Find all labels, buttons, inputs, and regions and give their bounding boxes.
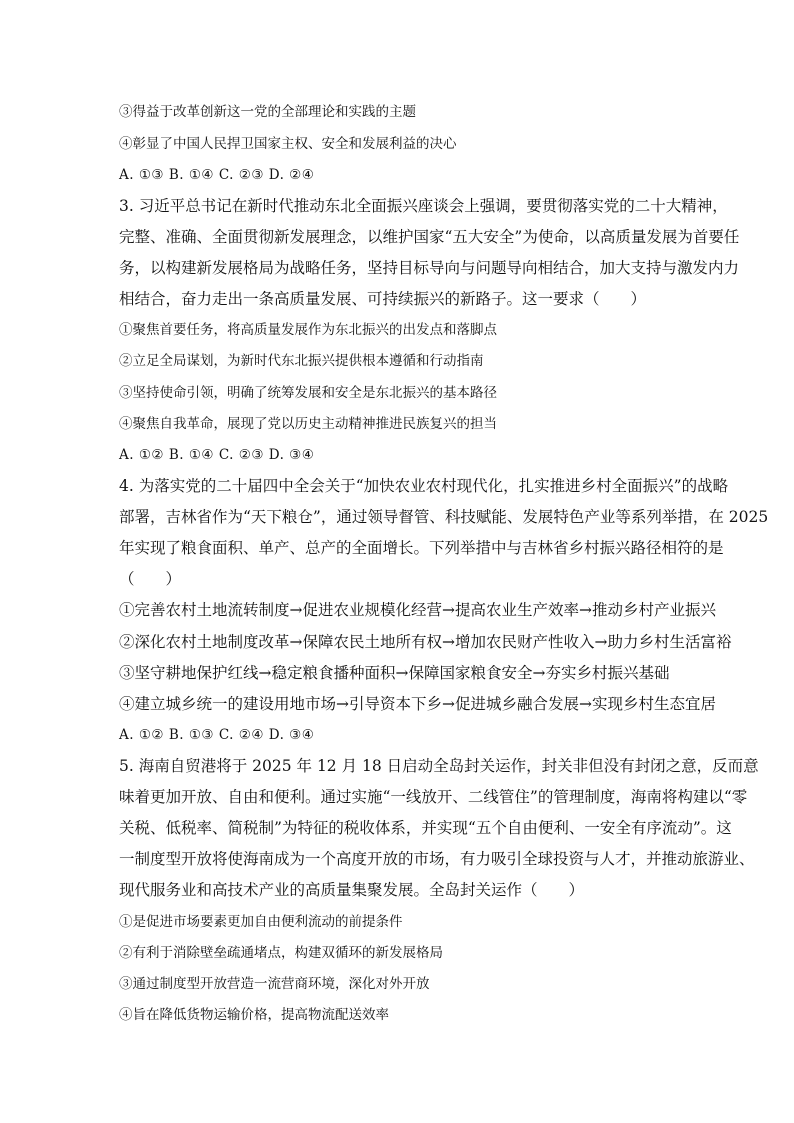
q4-option-4: ④建立城乡统一的建设用地市场→引导资本下乡→促进城乡融合发展→实现乡村生态宜居 [119,695,716,713]
q4-stem-line: 4. 为落实党的二十届四中全会关于“加快农业农村现代化，扎实推进乡村全面振兴”的战略 [119,477,729,495]
q5-stem-line: 5. 海南自贸港将于 2025 年 12 月 18 日启动全岛封关运作，封关非但没有封闭之意，反而意 [119,757,759,775]
q3-option-4: ④聚焦自我革命，展现了党以历史主动精神推进民族复兴的担当 [119,416,497,432]
q3-option-1: ①聚焦首要任务，将高质量发展作为东北振兴的出发点和落脚点 [119,322,497,338]
q5-option-2: ②有利于消除壁垒疏通堵点，构建双循环的新发展格局 [119,945,443,961]
q5-option-1: ①是促进市场要素更加自由便利流动的前提条件 [119,914,403,930]
q5-option-4: ④旨在降低货物运输价格，提高物流配送效率 [119,1007,389,1023]
q3-stem-line: 3. 习近平总书记在新时代推动东北全面振兴座谈会上强调，要贯彻落实党的二十大精神， [119,197,728,215]
q3-answer-choices: A. ①② B. ①④ C. ②③ D. ③④ [119,447,315,463]
q4-stem-line: 年实现了粮食面积、单产、总产的全面增长。下列举措中与吉林省乡村振兴路径相符的是 [119,539,724,557]
q2-option-3: ③得益于改革创新这一党的全部理论和实践的主题 [119,104,416,120]
q3-stem-line: 完整、准确、全面贯彻新发展理念，以维护国家“五大安全”为使命，以高质量发展为首要任 [119,228,740,246]
q2-option-4: ④彰显了中国人民捍卫国家主权、安全和发展利益的决心 [119,136,457,152]
q3-option-2: ②立足全局谋划，为新时代东北振兴提供根本遵循和行动指南 [119,353,484,369]
q3-stem-line: 相结合，奋力走出一条高质量发展、可持续振兴的新路子。这一要求（ ） [119,290,647,308]
q5-stem-line: 现代服务业和高技术产业的高质量集聚发展。全岛封关运作（ ） [119,881,585,899]
q5-stem-line: 关税、低税率、简税制”为特征的税收体系，并实现“五个自由便利、一安全有序流动”。这 [119,819,732,837]
q3-option-3: ③坚持使命引领，明确了统筹发展和安全是东北振兴的基本路径 [119,385,497,401]
q4-stem-line: 部署，吉林省作为“天下粮仓”，通过领导督管、科技赋能、发展特色产业等系列举措，在 2025 [119,508,769,526]
q2-answer-choices: A. ①③ B. ①④ C. ②③ D. ②④ [119,167,315,183]
q4-answer-choices: A. ①② B. ①③ C. ②④ D. ③④ [119,727,315,743]
q4-option-3: ③坚守耕地保护红线→稳定粮食播种面积→保障国家粮食安全→夯实乡村振兴基础 [119,664,670,682]
q4-stem-line: （ ） [119,570,182,588]
q4-option-2: ②深化农村土地制度改革→保障农民土地所有权→增加农民财产性收入→助力乡村生活富裕 [119,633,732,651]
q4-option-1: ①完善农村土地流转制度→促进农业规模化经营→提高农业生产效率→推动乡村产业振兴 [119,601,716,619]
q3-stem-line: 务，以构建新发展格局为战略任务，坚持目标导向与问题导向相结合，加大支持与激发内力 [119,259,740,277]
q5-option-3: ③通过制度型开放营造一流营商环境，深化对外开放 [119,976,430,992]
q5-stem-line: 一制度型开放将使海南成为一个高度开放的市场，有力吸引全球投资与人才，并推动旅游业、 [119,850,755,868]
q5-stem-line: 味着更加开放、自由和便利。通过实施“一线放开、二线管住”的管理制度，海南将构建以“零 [119,788,748,806]
